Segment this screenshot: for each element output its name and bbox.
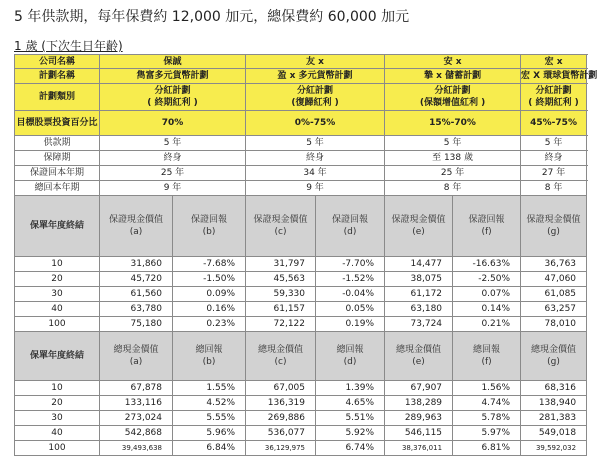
protection-cell: 終身 — [246, 151, 385, 166]
total-cell: 5.97% — [453, 426, 521, 441]
company-cell: 保誠 — [100, 55, 246, 69]
guaranteed-cell: 14,477 — [385, 257, 453, 272]
row-total_breakeven — [15, 181, 587, 196]
guaranteed-header-row — [15, 196, 587, 257]
equity-cell: 0%-75% — [246, 111, 385, 136]
total-return-col — [453, 332, 521, 381]
guaranteed-cell: -1.50% — [173, 272, 246, 287]
protection-cell: 終身 — [521, 151, 587, 166]
guaranteed_breakeven-cell: 25 年 — [385, 166, 521, 181]
guaranteed_breakeven-cell: 34 年 — [246, 166, 385, 181]
total-cell: 133,116 — [100, 396, 173, 411]
total_breakeven-cell: 9 年 — [100, 181, 246, 196]
guaranteed-year: 10 — [15, 257, 100, 272]
col-letter: (d) — [343, 227, 357, 237]
guaranteed-cell: 38,075 — [385, 272, 453, 287]
col-title: 總現金價值 — [396, 345, 442, 355]
total-cell: 542,868 — [100, 426, 173, 441]
total-data-row — [15, 396, 587, 411]
type-cell — [100, 84, 246, 111]
guaranteed-cell: 61,157 — [246, 302, 316, 317]
guaranteed-cell: 36,763 — [521, 257, 587, 272]
total-cell: 36,129,975 — [246, 441, 316, 456]
equity-cell: 70% — [100, 111, 246, 136]
total-cell: 273,024 — [100, 411, 173, 426]
guaranteed-value-col — [246, 196, 316, 257]
guaranteed-value-col — [521, 196, 587, 257]
type-line: ( 終期紅利 ) — [147, 98, 198, 108]
guaranteed-cell: -1.52% — [316, 272, 385, 287]
col-title: 保證回報 — [468, 215, 505, 225]
pay_period-cell: 5 年 — [385, 136, 521, 151]
type-line: (保額增值紅利 ) — [419, 98, 486, 108]
total-cell: 4.65% — [316, 396, 385, 411]
guaranteed-cell: 0.05% — [316, 302, 385, 317]
guaranteed-year: 30 — [15, 287, 100, 302]
guaranteed-cell: 72,122 — [246, 317, 316, 332]
plan-cell: 盈 x 多元貨幣計劃 — [246, 69, 385, 84]
guaranteed_breakeven-cell: 25 年 — [100, 166, 246, 181]
guaranteed-cell: 61,560 — [100, 287, 173, 302]
guaranteed-return-col — [453, 196, 521, 257]
protection-cell: 至 138 歲 — [385, 151, 521, 166]
row-type — [15, 84, 587, 111]
col-letter: (c) — [274, 227, 287, 237]
col-title: 總回報 — [336, 345, 364, 355]
page-title: 5 年供款期，每年保費約 12,000 加元，總保費約 60,000 加元 — [14, 9, 410, 25]
total-return-col — [316, 332, 385, 381]
guaranteed-data-row — [15, 272, 587, 287]
total-row-header: 保單年度終結 — [15, 332, 100, 381]
type-cell — [385, 84, 521, 111]
total-data-row — [15, 381, 587, 396]
guaranteed-row-header: 保單年度終結 — [15, 196, 100, 257]
total-cell: 5.96% — [173, 426, 246, 441]
equity-cell: 15%-70% — [385, 111, 521, 136]
total-cell: 269,886 — [246, 411, 316, 426]
type-line: 分紅計劃 — [154, 86, 191, 96]
col-title: 總現金價值 — [258, 345, 304, 355]
type-line: 分紅計劃 — [535, 86, 572, 96]
total-cell: 4.52% — [173, 396, 246, 411]
col-title: 保證現金價值 — [253, 215, 308, 225]
total-cell: 38,376,011 — [385, 441, 453, 456]
guaranteed-cell: 0.19% — [316, 317, 385, 332]
total-value-col — [385, 332, 453, 381]
guaranteed-cell: 0.14% — [453, 302, 521, 317]
total-return-col — [173, 332, 246, 381]
total-cell: 4.74% — [453, 396, 521, 411]
guaranteed-data-row — [15, 287, 587, 302]
company-cell: 安 x — [385, 55, 521, 69]
total-year: 10 — [15, 381, 100, 396]
total-cell: 5.55% — [173, 411, 246, 426]
pay_period-cell: 5 年 — [100, 136, 246, 151]
total-cell: 1.56% — [453, 381, 521, 396]
guaranteed-cell: -2.50% — [453, 272, 521, 287]
guaranteed-cell: 0.21% — [453, 317, 521, 332]
company-label: 公司名稱 — [15, 55, 100, 69]
guaranteed-return-col — [316, 196, 385, 257]
col-title: 保證回報 — [191, 215, 228, 225]
total-cell: 68,316 — [521, 381, 587, 396]
total-cell: 5.78% — [453, 411, 521, 426]
protection-cell: 終身 — [100, 151, 246, 166]
guaranteed-value-col — [100, 196, 173, 257]
total-data-row — [15, 441, 587, 456]
guaranteed-cell: 78,010 — [521, 317, 587, 332]
guaranteed-return-col — [173, 196, 246, 257]
total-year: 30 — [15, 411, 100, 426]
guaranteed-cell: 63,257 — [521, 302, 587, 317]
total_breakeven-cell: 9 年 — [246, 181, 385, 196]
guaranteed-cell: 0.23% — [173, 317, 246, 332]
protection-label: 保障期 — [15, 151, 100, 166]
pay_period-cell: 5 年 — [246, 136, 385, 151]
total-cell: 138,940 — [521, 396, 587, 411]
guaranteed-cell: 63,780 — [100, 302, 173, 317]
col-letter: (a) — [129, 227, 143, 237]
guaranteed-cell: 61,085 — [521, 287, 587, 302]
guaranteed-cell: 45,720 — [100, 272, 173, 287]
plan-cell: 摯 x 儲蓄計劃 — [385, 69, 521, 84]
total-cell: 136,319 — [246, 396, 316, 411]
type-cell — [521, 84, 587, 111]
col-title: 總現金價值 — [531, 345, 577, 355]
total_breakeven-label: 總回本年期 — [15, 181, 100, 196]
plan-cell: 雋富多元貨幣計劃 — [100, 69, 246, 84]
guaranteed-cell: 63,180 — [385, 302, 453, 317]
row-pay_period — [15, 136, 587, 151]
guaranteed-cell: 59,330 — [246, 287, 316, 302]
total-year: 20 — [15, 396, 100, 411]
total-cell: 546,115 — [385, 426, 453, 441]
total-cell: 67,878 — [100, 381, 173, 396]
col-letter: (d) — [343, 357, 357, 367]
total-header-row — [15, 332, 587, 381]
total-cell: 5.51% — [316, 411, 385, 426]
total-cell: 67,907 — [385, 381, 453, 396]
col-letter: (b) — [202, 357, 216, 367]
pay_period-cell: 5 年 — [521, 136, 587, 151]
guaranteed-cell: 73,724 — [385, 317, 453, 332]
type-line: ( 終期紅利 ) — [528, 98, 579, 108]
plan-label: 計劃名稱 — [15, 69, 100, 84]
plan-cell: 宏 X 環球貨幣計劃 — [521, 69, 587, 84]
guaranteed-value-col — [385, 196, 453, 257]
guaranteed-data-row — [15, 317, 587, 332]
total-cell: 536,077 — [246, 426, 316, 441]
age-subtitle: 1 歲 (下次生日年齡) — [14, 39, 123, 53]
total-cell: 1.39% — [316, 381, 385, 396]
col-letter: (e) — [412, 227, 425, 237]
total-cell: 6.74% — [316, 441, 385, 456]
col-title: 保證現金價值 — [526, 215, 581, 225]
col-title: 保證現金價值 — [108, 215, 163, 225]
total-cell: 67,005 — [246, 381, 316, 396]
pay_period-label: 供款期 — [15, 136, 100, 151]
total-cell: 138,289 — [385, 396, 453, 411]
total-cell: 289,963 — [385, 411, 453, 426]
comparison-table — [14, 54, 598, 456]
type-line: (復歸紅利 ) — [291, 98, 339, 108]
col-letter: (g) — [547, 357, 560, 367]
guaranteed-cell: 0.07% — [453, 287, 521, 302]
col-title: 保證回報 — [332, 215, 369, 225]
total_breakeven-cell: 8 年 — [521, 181, 587, 196]
row-company — [15, 55, 587, 69]
guaranteed-year: 100 — [15, 317, 100, 332]
type-line: 分紅計劃 — [434, 86, 471, 96]
col-title: 總回報 — [195, 345, 223, 355]
guaranteed_breakeven-label: 保證回本年期 — [15, 166, 100, 181]
guaranteed-cell: 45,563 — [246, 272, 316, 287]
equity-label: 目標股票投資百分比 — [15, 111, 100, 136]
col-letter: (f) — [481, 227, 492, 237]
col-letter: (b) — [202, 227, 216, 237]
company-cell: 宏 x — [521, 55, 587, 69]
guaranteed-cell: 0.16% — [173, 302, 246, 317]
type-cell — [246, 84, 385, 111]
total-cell: 549,018 — [521, 426, 587, 441]
type-line: 分紅計劃 — [297, 86, 334, 96]
col-title: 總回報 — [473, 345, 501, 355]
col-title: 總現金價值 — [113, 345, 159, 355]
type-label: 計劃類別 — [15, 84, 100, 111]
col-letter: (c) — [274, 357, 287, 367]
company-cell: 友 x — [246, 55, 385, 69]
guaranteed-data-row — [15, 302, 587, 317]
guaranteed-year: 40 — [15, 302, 100, 317]
guaranteed-cell: 31,797 — [246, 257, 316, 272]
col-letter: (f) — [481, 357, 492, 367]
col-letter: (a) — [129, 357, 143, 367]
guaranteed-cell: -7.68% — [173, 257, 246, 272]
total-cell: 1.55% — [173, 381, 246, 396]
total-data-row — [15, 426, 587, 441]
row-equity — [15, 111, 587, 136]
guaranteed-cell: 61,172 — [385, 287, 453, 302]
total-cell: 6.84% — [173, 441, 246, 456]
total-year: 100 — [15, 441, 100, 456]
total-cell: 39,592,032 — [521, 441, 587, 456]
total-data-row — [15, 411, 587, 426]
guaranteed-cell: -0.04% — [316, 287, 385, 302]
guaranteed-cell: 47,060 — [521, 272, 587, 287]
row-guaranteed_breakeven — [15, 166, 587, 181]
guaranteed_breakeven-cell: 27 年 — [521, 166, 587, 181]
equity-cell: 45%-75% — [521, 111, 587, 136]
total-cell: 6.81% — [453, 441, 521, 456]
total-cell: 39,493,638 — [100, 441, 173, 456]
col-title: 保證現金價值 — [391, 215, 446, 225]
total-cell: 5.92% — [316, 426, 385, 441]
total-value-col — [521, 332, 587, 381]
guaranteed-data-row — [15, 257, 587, 272]
guaranteed-cell: -7.70% — [316, 257, 385, 272]
guaranteed-cell: 75,180 — [100, 317, 173, 332]
total-value-col — [246, 332, 316, 381]
total-value-col — [100, 332, 173, 381]
total_breakeven-cell: 8 年 — [385, 181, 521, 196]
guaranteed-cell: 31,860 — [100, 257, 173, 272]
total-cell: 281,383 — [521, 411, 587, 426]
col-letter: (e) — [412, 357, 425, 367]
guaranteed-cell: 0.09% — [173, 287, 246, 302]
row-protection — [15, 151, 587, 166]
guaranteed-cell: -16.63% — [453, 257, 521, 272]
row-plan — [15, 69, 587, 84]
col-letter: (g) — [547, 227, 560, 237]
guaranteed-year: 20 — [15, 272, 100, 287]
total-year: 40 — [15, 426, 100, 441]
